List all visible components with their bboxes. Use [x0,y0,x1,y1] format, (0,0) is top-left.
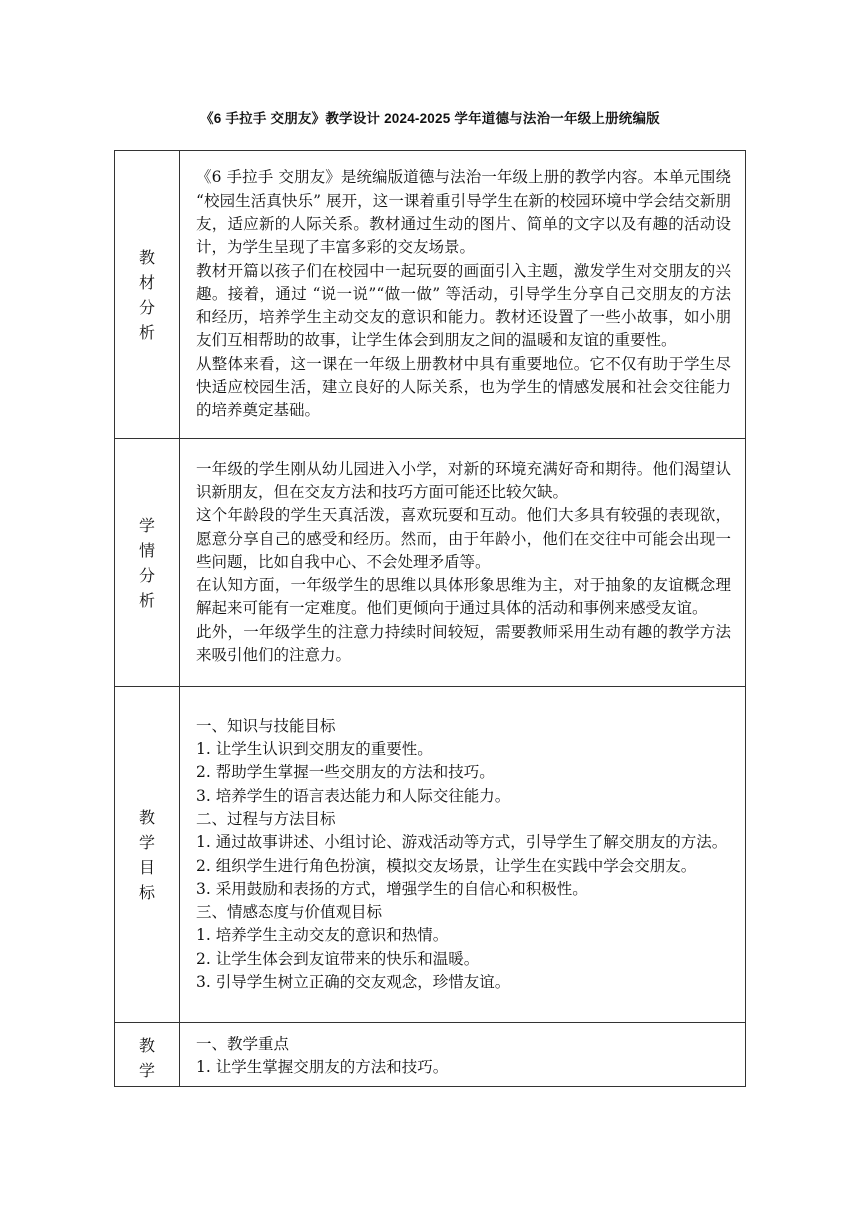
row-label-textbook-analysis [115,151,180,439]
label-char: 析 [138,590,155,610]
label-char: 学 [138,832,155,852]
list-item: 3. 采用鼓励和表扬的方式，增强学生的自信心和积极性。 [196,879,588,898]
row-content-teaching-objectives [180,687,746,1023]
row-label-teaching-objectives [115,687,180,1023]
paragraph: 此外，一年级学生的注意力持续时间较短，需要教师采用生动有趣的教学方法来吸引他们的注意力。 [196,622,731,665]
paragraph: 这个年龄段的学生天真活泼，喜欢玩耍和互动。他们大多具有较强的表现欲，愿意分享自己的感受和经历。然而，由于年龄小，他们在交往中可能会出现一些问题，比如自我中心、不会处理矛盾等。 [196,506,731,571]
row-label-teaching-focus [115,1023,180,1087]
label-char: 教 [138,807,155,827]
label-char: 标 [138,882,155,902]
lesson-plan-table [114,150,746,1087]
section-heading: 一、知识与技能目标 [196,716,336,735]
list-item: 2. 让学生体会到友谊带来的快乐和温暖。 [196,949,480,968]
table-row-teaching-focus [115,1023,746,1087]
label-char: 分 [138,297,155,317]
section-heading: 一、教学重点 [196,1035,290,1053]
row-content-student-analysis [180,439,746,687]
label-char: 析 [138,322,155,342]
row-label-student-analysis [115,439,180,687]
paragraph: 《6 手拉手 交朋友》是统编版道德与法治一年级上册的教学内容。本单元围绕 “校园生活真快乐” 展开，这一课着重引导学生在新的校园环境中学会结交新朋友，适应新的人际关系。教材通过生动的图片、简单的文字以及有趣的活动设计，为学生呈现了丰富多彩的交友场景。 [196,168,731,257]
list-item: 1. 培养学生主动交友的意识和热情。 [196,926,449,945]
paragraph: 从整体来看，这一课在一年级上册教材中具有重要地位。它不仅有助于学生尽快适应校园生活，建立良好的人际关系，也为学生的情感发展和社会交往能力的培养奠定基础。 [196,354,731,420]
label-char: 学 [138,515,155,535]
label-char: 分 [138,565,155,585]
paragraph: 教材开篇以孩子们在校园中一起玩耍的画面引入主题，激发学生对交朋友的兴趣。接着，通过 “说一说”“做一做” 等活动，引导学生分享自己交朋友的方法和经历，培养学生主动交友的意识和能力。教材还设置了一些小故事，如小朋友们互相帮助的故事，让学生体会到朋友之间的温暖和友谊的重要性。 [196,261,731,350]
paragraph: 一年级的学生刚从幼儿园进入小学，对新的环境充满好奇和期待。他们渴望认识新朋友，但在交友方法和技巧方面可能还比较欠缺。 [196,459,731,501]
label-char: 学 [138,1061,155,1080]
label-char: 教 [138,1036,155,1055]
label-char: 教 [138,247,155,267]
table-row-teaching-objectives [115,687,746,1023]
list-item: 1. 通过故事讲述、小组讨论、游戏活动等方式，引导学生了解交朋友的方法。 [196,833,728,852]
list-item: 2. 组织学生进行角色扮演，模拟交友场景，让学生在实践中学会交朋友。 [196,856,697,875]
label-char: 情 [138,540,155,560]
list-item: 3. 引导学生树立正确的交友观念，珍惜友谊。 [196,972,511,991]
document-title: 《6 手拉手 交朋友》教学设计 2024-2025 学年道德与法治一年级上册统编版 [200,111,660,126]
list-item: 2. 帮助学生掌握一些交朋友的方法和技巧。 [196,763,495,782]
paragraph: 在认知方面，一年级学生的思维以具体形象思维为主，对于抽象的友谊概念理解起来可能有一定难度。他们更倾向于通过具体的活动和事例来感受友谊。 [196,576,731,618]
row-content-teaching-focus [180,1023,746,1087]
row-content-textbook-analysis [180,151,746,439]
label-char: 目 [138,857,155,877]
label-char: 材 [138,272,155,292]
list-item: 1. 让学生掌握交朋友的方法和技巧。 [196,1058,449,1077]
table-row-textbook-analysis [115,151,746,439]
list-item: 3. 培养学生的语言表达能力和人际交往能力。 [196,786,511,805]
section-heading: 三、情感态度与价值观目标 [196,903,383,922]
table-row-student-analysis [115,439,746,687]
list-item: 1. 让学生认识到交朋友的重要性。 [196,740,433,759]
section-heading: 二、过程与方法目标 [196,809,336,828]
